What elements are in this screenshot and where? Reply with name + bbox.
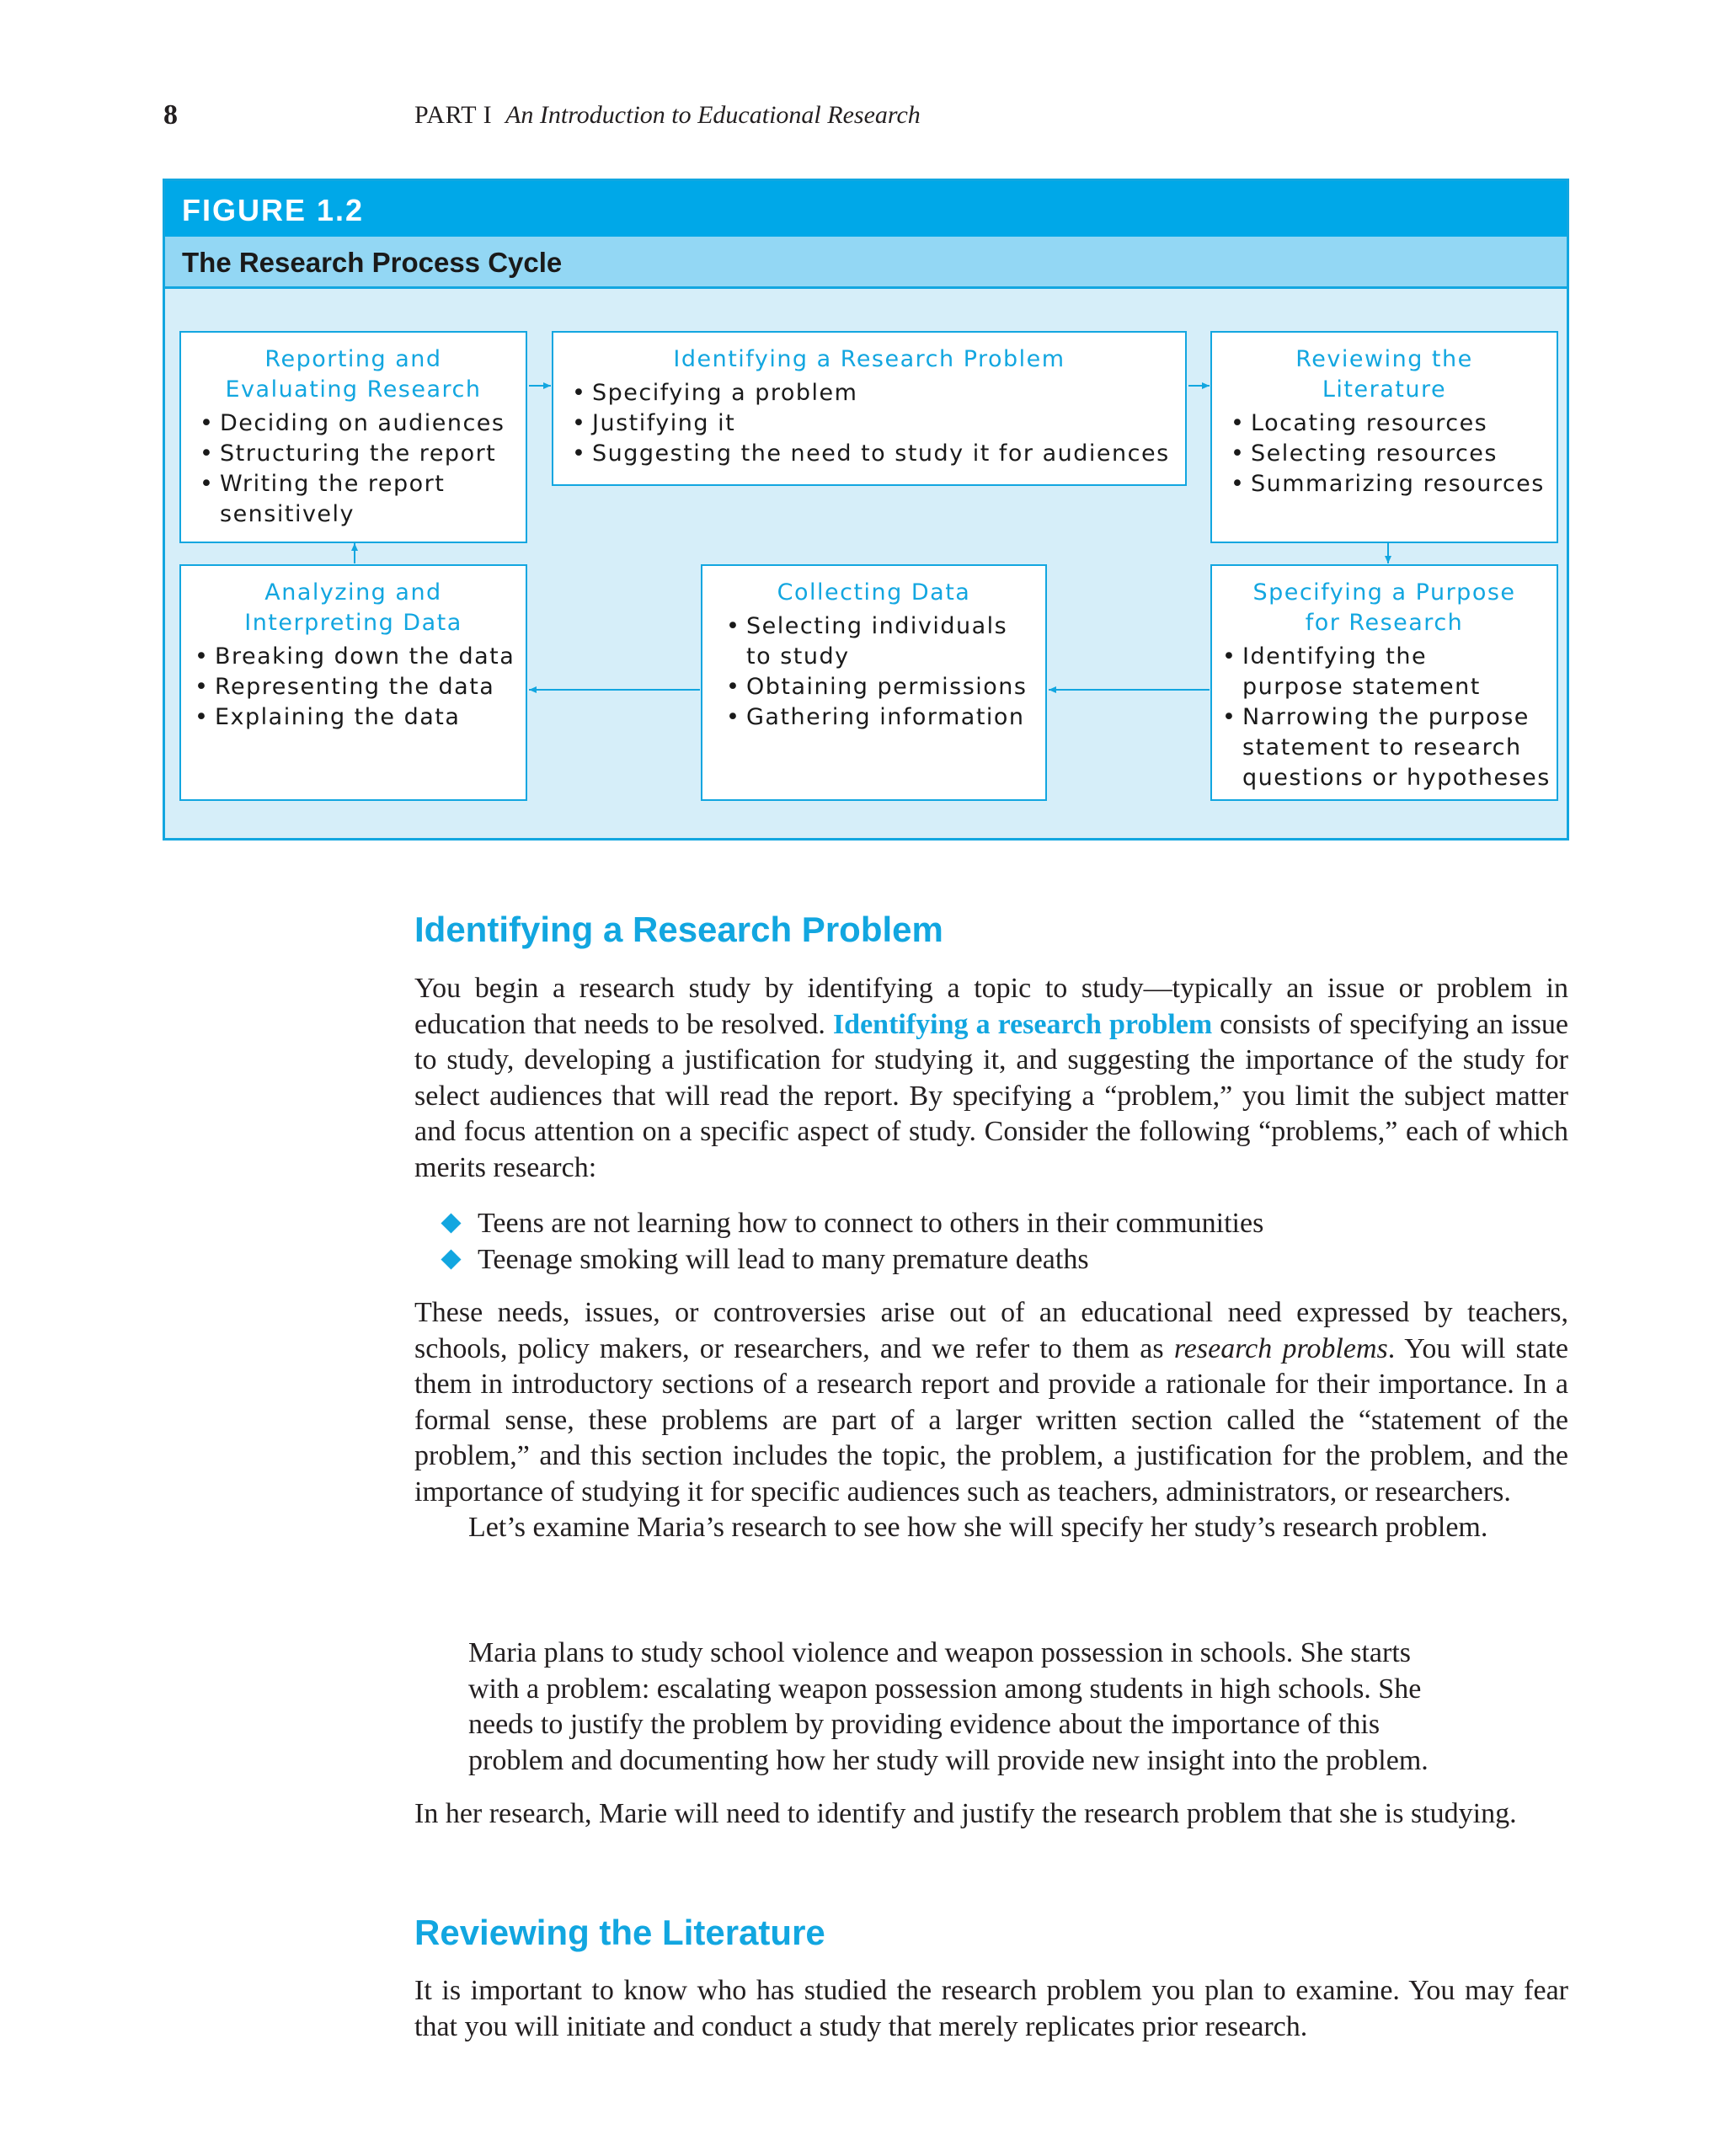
list-item: • Deciding on audiences bbox=[198, 408, 526, 439]
box-identifying bbox=[552, 331, 1187, 486]
text-run: consists of specifying an issue to study, developing a justification for studying it, and suggesting the importance of the study for select audiences that will read the report. By specifying a “problem,” you limit the subject matter and focus attention on a specific aspect of study. Consider the following “problems,” each of which merits research: bbox=[414, 1008, 1569, 1183]
title-line: Collecting Data bbox=[777, 579, 971, 606]
diamond-bullet-icon bbox=[441, 1213, 461, 1233]
example-maria bbox=[468, 1636, 1563, 1779]
list-item bbox=[444, 1206, 1263, 1242]
paragraph-reviewing-intro: It is important to know who has studied the research problem you plan to examine. You may fear that you will initiate and conduct a study that merely replicates prior research. bbox=[414, 1975, 1568, 2042]
box-specifying-title bbox=[1212, 578, 1557, 638]
text-run: These needs, issues, or controversies arise out of an educational need expressed by teachers, schools, policy makers, or researchers, and we refer to them as bbox=[414, 1297, 1568, 1364]
figure-research-cycle bbox=[163, 179, 1569, 841]
list-item: • Specifying a problem bbox=[570, 378, 1185, 408]
list-item: • Representing the data bbox=[193, 672, 526, 702]
title-line: Reviewing the bbox=[1295, 346, 1473, 372]
box-specifying bbox=[1210, 564, 1558, 801]
list-item: • Selecting individuals to study bbox=[724, 611, 1045, 672]
key-term: Identifying a research problem bbox=[832, 1008, 1213, 1040]
running-head bbox=[414, 101, 921, 130]
box-analyzing bbox=[179, 564, 527, 801]
text-run: You begin a research study by identifying a topic to study—typically an issue or problem in education that needs to be resolved. bbox=[414, 973, 1568, 1040]
list-item: • Identifying the purpose statement bbox=[1220, 642, 1557, 702]
figure-title: The Research Process Cycle bbox=[182, 247, 563, 278]
list-item-text: Teenage smoking will lead to many premature deaths bbox=[478, 1243, 1089, 1275]
list-item: • Suggesting the need to study it for audiences bbox=[570, 439, 1185, 469]
title-line: Specifying a Purpose bbox=[1252, 579, 1516, 606]
example-line: problem and documenting how her study will provide new insight into the problem. bbox=[468, 1744, 1429, 1776]
box-specifying-list bbox=[1212, 642, 1557, 793]
section-heading-reviewing: Reviewing the Literature bbox=[414, 1913, 825, 1952]
box-collecting-title bbox=[702, 578, 1045, 608]
box-collecting bbox=[701, 564, 1047, 801]
list-item: • Narrowing the purpose statement to research questions or hypotheses bbox=[1220, 702, 1557, 793]
example-problems-list bbox=[444, 1206, 1263, 1278]
paragraph-maria-intro: Let’s examine Maria’s research to see how she will specify her study’s research problem. bbox=[468, 1512, 1488, 1543]
figure-label: FIGURE 1.2 bbox=[182, 193, 365, 227]
box-reporting bbox=[179, 331, 527, 543]
box-reviewing bbox=[1210, 331, 1558, 543]
list-item: • Summarizing resources bbox=[1229, 469, 1557, 499]
list-item: • Explaining the data bbox=[193, 702, 526, 733]
list-item: • Breaking down the data bbox=[193, 642, 526, 672]
book-title: An Introduction to Educational Research bbox=[505, 101, 921, 129]
list-item: • Writing the report sensitively bbox=[198, 469, 526, 530]
box-reporting-list bbox=[181, 408, 526, 530]
example-line: Maria plans to study school violence and weapon possession in schools. She starts bbox=[468, 1637, 1412, 1668]
list-item bbox=[444, 1242, 1263, 1278]
box-identifying-list bbox=[553, 378, 1185, 469]
box-reporting-title bbox=[181, 344, 526, 405]
paragraph-identifying-intro bbox=[414, 971, 1568, 1186]
example-line: with a problem: escalating weapon possession among students in high schools. She bbox=[468, 1673, 1422, 1705]
title-line: Evaluating Research bbox=[225, 376, 482, 403]
running-header bbox=[0, 99, 1725, 141]
title-line: Literature bbox=[1322, 376, 1447, 403]
box-identifying-title bbox=[553, 344, 1185, 375]
italic-term: research problems bbox=[1173, 1332, 1388, 1364]
list-item: • Justifying it bbox=[570, 408, 1185, 439]
title-line: Identifying a Research Problem bbox=[673, 346, 1065, 372]
box-analyzing-list bbox=[181, 642, 526, 733]
title-line: Reporting and bbox=[264, 346, 442, 372]
title-line: Interpreting Data bbox=[244, 610, 462, 636]
part-label: PART I bbox=[414, 101, 493, 129]
paragraph-research-problems bbox=[414, 1295, 1568, 1546]
text-run: . You will state them in introductory sections of a research report and provide a rationale for their importance. In a formal sense, these problems are part of a larger written section called the “statement of the problem,” and this section includes the topic, the problem, a justification for the problem, and the importance of studying it for specific audiences such as teachers, administrators, or researchers. bbox=[414, 1332, 1568, 1508]
example-line: needs to justify the problem by providing evidence about the importance of this bbox=[468, 1709, 1381, 1740]
list-item-text: Teens are not learning how to connect to others in their communities bbox=[478, 1208, 1264, 1239]
paragraph-maria-summary: In her research, Marie will need to identify and justify the research problem that she is studying. bbox=[414, 1798, 1517, 1829]
title-line: for Research bbox=[1305, 610, 1464, 636]
box-reviewing-list bbox=[1212, 408, 1557, 499]
section-heading-identifying: Identifying a Research Problem bbox=[414, 910, 943, 949]
list-item: • Structuring the report bbox=[198, 439, 526, 469]
box-analyzing-title bbox=[181, 578, 526, 638]
page-number: 8 bbox=[163, 99, 178, 131]
list-item: • Gathering information bbox=[724, 702, 1045, 733]
diamond-bullet-icon bbox=[441, 1249, 461, 1269]
box-collecting-list bbox=[702, 611, 1045, 733]
title-line: Analyzing and bbox=[264, 579, 442, 606]
list-item: • Selecting resources bbox=[1229, 439, 1557, 469]
box-reviewing-title bbox=[1212, 344, 1557, 405]
list-item: • Locating resources bbox=[1229, 408, 1557, 439]
list-item: • Obtaining permissions bbox=[724, 672, 1045, 702]
